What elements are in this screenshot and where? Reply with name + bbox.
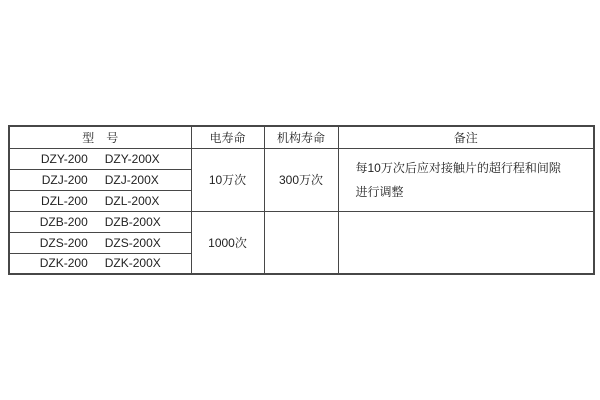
- model-name: DZL-200X: [104, 193, 160, 208]
- electrical-life-cell-group1: 10万次: [191, 148, 264, 211]
- model-name: DZL-200: [41, 193, 88, 208]
- model-name: DZJ-200: [41, 172, 88, 187]
- table-row: [9, 211, 594, 232]
- col-header-model: 型 号: [9, 126, 191, 148]
- model-cell: [9, 211, 191, 232]
- model-cell: [9, 169, 191, 190]
- remark-line: 进行调整: [355, 184, 404, 199]
- table-row: [9, 148, 594, 169]
- model-name: DZK-200: [39, 256, 88, 271]
- electrical-life-cell-group2: 1000次: [191, 211, 264, 274]
- model-pair: [10, 256, 191, 270]
- mechanism-life-cell-group2: [264, 211, 338, 274]
- model-name: DZB-200X: [104, 214, 161, 229]
- spec-table: [8, 125, 595, 275]
- model-name: DZY-200: [40, 151, 88, 166]
- remarks-cell-group1: [338, 148, 594, 211]
- model-name: DZS-200: [39, 235, 88, 250]
- model-cell: [9, 253, 191, 274]
- model-name: DZJ-200X: [104, 172, 159, 187]
- model-cell: [9, 190, 191, 211]
- model-pair: [10, 215, 191, 229]
- col-header-remarks: 备注: [338, 126, 594, 148]
- model-name: DZB-200: [39, 214, 88, 229]
- header-row: [9, 126, 594, 148]
- model-cell: [9, 148, 191, 169]
- model-cell: [9, 232, 191, 253]
- col-header-electrical-life: 电寿命: [191, 126, 264, 148]
- mechanism-life-cell-group1: 300万次: [264, 148, 338, 211]
- model-name: DZK-200X: [104, 256, 161, 271]
- model-pair: [10, 152, 191, 166]
- remark-line: 每10万次后应对接触片的超行程和间隙: [355, 160, 561, 175]
- model-name: DZY-200X: [104, 151, 160, 166]
- model-pair: [10, 194, 191, 208]
- model-pair: [10, 173, 191, 187]
- model-pair: [10, 236, 191, 250]
- col-header-mechanism-life: 机构寿命: [264, 126, 338, 148]
- model-name: DZS-200X: [104, 235, 161, 250]
- remarks-cell-group2: [338, 211, 594, 274]
